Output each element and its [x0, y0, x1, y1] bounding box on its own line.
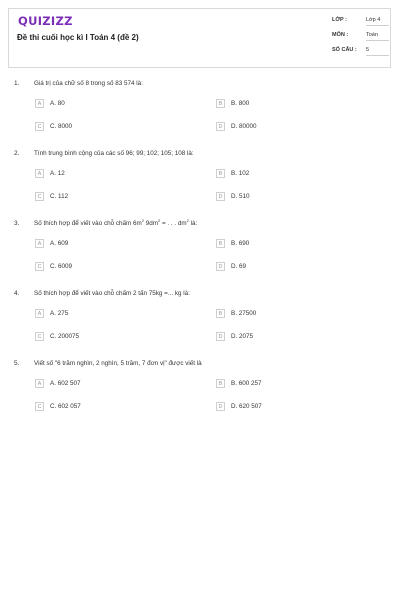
question-text: Giá trị của chữ số 8 trong số 83 574 là:: [34, 80, 143, 87]
meta-label: LỚP :: [332, 17, 347, 23]
meta-underline: [366, 25, 389, 26]
choice-letter-box: B: [216, 379, 225, 388]
meta-label: SỐ CÂU :: [332, 47, 357, 53]
choice-text: C. 602 057: [50, 403, 81, 410]
question-number: 5.: [14, 360, 20, 367]
quizizz-logo: QUIZIZZ: [18, 14, 73, 28]
choice-text: D. 620 507: [231, 403, 262, 410]
superscript: 2: [157, 217, 161, 223]
choice-letter-box: C: [35, 262, 44, 271]
choice-letter-box: D: [216, 192, 225, 201]
superscript: 2: [141, 217, 144, 223]
question-text: [34, 217, 198, 227]
question-text-part: là:: [188, 220, 198, 227]
question-text: Số thích hợp để viết vào chỗ chấm 2 tấn 75kg =... kg là:: [34, 290, 190, 297]
choice-text: C. 112: [50, 193, 69, 200]
question-text-part: = . . . dm: [160, 220, 187, 227]
choice-text: B. 102: [231, 170, 250, 177]
choice-letter-box: C: [35, 122, 44, 131]
question-text: Tính trung bình cộng của các số 96; 99; 102; 105; 108 là:: [34, 150, 194, 157]
meta-value: Toán: [366, 32, 378, 38]
meta-subject: [332, 32, 389, 46]
choice-letter-box: B: [216, 99, 225, 108]
choice-letter-box: A: [35, 309, 44, 318]
choice-letter-box: C: [35, 402, 44, 411]
superscript: 2: [186, 217, 189, 223]
choice-letter-box: A: [35, 379, 44, 388]
choice-letter-box: D: [216, 262, 225, 271]
choice-letter-box: B: [216, 239, 225, 248]
question-text-part: Số thích hợp để viết vào chỗ chấm 6m: [34, 220, 142, 227]
meta-underline: [366, 55, 389, 56]
choice-letter-box: D: [216, 402, 225, 411]
choice-letter-box: A: [35, 99, 44, 108]
quiz-title: Đề thi cuối học kì I Toán 4 (đề 2): [17, 33, 139, 42]
choice-text: A. 12: [50, 170, 65, 177]
choice-text: C. 200075: [50, 333, 80, 340]
worksheet-header: [8, 8, 391, 68]
choice-text: A. 609: [50, 240, 69, 247]
meta-label: MÔN :: [332, 32, 349, 38]
choice-text: D. 2075: [231, 333, 254, 340]
question-text: Viết số "6 trăm nghìn, 2 nghìn, 5 trăm, 7 đơn vị" được viết là: [34, 360, 202, 367]
choice-text: A. 80: [50, 100, 65, 107]
choice-text: A. 602 507: [50, 380, 81, 387]
meta-value: Lớp 4: [366, 17, 381, 23]
choice-text: C. 6009: [50, 263, 73, 270]
choice-text: B. 600 257: [231, 380, 262, 387]
choice-letter-box: B: [216, 309, 225, 318]
question-number: 4.: [14, 290, 20, 297]
choice-text: D. 510: [231, 193, 250, 200]
choice-text: D. 80000: [231, 123, 257, 130]
choice-letter-box: C: [35, 192, 44, 201]
question-number: 3.: [14, 220, 20, 227]
question-number: 1.: [14, 80, 20, 87]
meta-value: 5: [366, 47, 370, 53]
meta-underline: [366, 40, 389, 41]
choice-text: B. 27500: [231, 310, 257, 317]
choice-text: D. 69: [231, 263, 247, 270]
choice-letter-box: A: [35, 239, 44, 248]
choice-letter-box: C: [35, 332, 44, 341]
choice-text: C. 8000: [50, 123, 73, 130]
choice-letter-box: D: [216, 332, 225, 341]
question-text-part: 9dm: [143, 220, 158, 227]
choice-text: B. 690: [231, 240, 250, 247]
choice-letter-box: A: [35, 169, 44, 178]
choice-letter-box: B: [216, 169, 225, 178]
question-number: 2.: [14, 150, 20, 157]
choice-text: B. 800: [231, 100, 250, 107]
choice-text: A. 275: [50, 310, 69, 317]
meta-question-count: [332, 47, 389, 61]
meta-class: [332, 17, 389, 31]
choice-letter-box: D: [216, 122, 225, 131]
